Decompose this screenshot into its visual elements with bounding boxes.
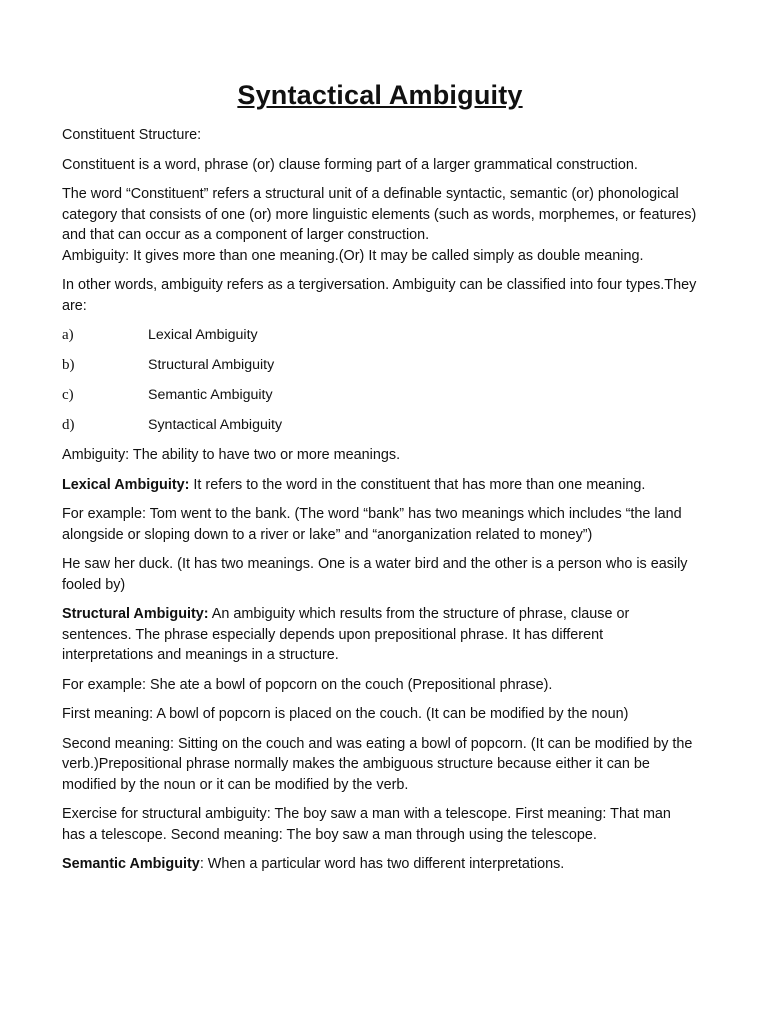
structural-ambiguity-paragraph <box>62 604 698 666</box>
list-item-label: Syntactical Ambiguity <box>148 417 283 433</box>
exercise-paragraph: Exercise for structural ambiguity: The boy saw a man with a telescope. First meaning: That man has a telescope. Second meaning: The boy saw a man through using the telescope. <box>62 806 671 843</box>
second-meaning: Second meaning: Sitting on the couch and was eating a bowl of popcorn. (It can be modified by the verb.)Prepositional phrase normally makes the ambiguous structure because either it can be modified by the noun or it can be modified by the verb. <box>62 735 693 793</box>
list-item <box>62 325 698 345</box>
types-list <box>62 325 698 435</box>
list-item <box>62 415 698 435</box>
lexical-example: For example: Tom went to the bank. (The word “bank” has two meanings which includes “the land alongside or sloping down to a river or lake” and “anorganization related to money”) <box>62 506 682 543</box>
popcorn-example: For example: She ate a bowl of popcorn on the couch (Prepositional phrase). <box>62 676 553 693</box>
semantic-ambiguity-text: : When a particular word has two different interpretations. <box>199 856 565 872</box>
list-marker: d) <box>62 417 75 433</box>
lexical-ambiguity-label: Lexical Ambiguity: <box>62 476 190 493</box>
constituent-heading: Constituent Structure: <box>62 127 202 143</box>
constituent-definition: Constituent is a word, phrase (or) clause forming part of a larger grammatical construction. <box>62 156 638 173</box>
constituent-word-paragraph: The word “Constituent” refers a structural unit of a definable syntactic, semantic (or) phonological category that consists of one (or) more linguistic elements (such as words, morphemes, or features) and that can occur as a component of larger construction. <box>62 186 697 243</box>
duck-example: He saw her duck. (It has two meanings. One is a water bird and the other is a person who is easily fooled by) <box>62 556 688 593</box>
list-item <box>62 355 698 375</box>
structural-ambiguity-label: Structural Ambiguity: <box>62 606 209 622</box>
ambiguity-ability: Ambiguity: The ability to have two or more meanings. <box>62 447 401 463</box>
semantic-ambiguity-label: Semantic Ambiguity <box>62 856 200 872</box>
structural-ambiguity-text: An ambiguity which results from the structure of phrase, clause or sentences. The phrase especially depends upon prepositional phrase. It has different interpretations and meanings in a structure. <box>62 606 630 663</box>
list-marker: c) <box>62 387 74 403</box>
other-words-paragraph: In other words, ambiguity refers as a tergiversation. Ambiguity can be classified into four types.They are: <box>62 277 697 314</box>
list-marker: a) <box>62 327 74 343</box>
lexical-ambiguity-paragraph <box>62 475 698 496</box>
list-item-label: Structural Ambiguity <box>148 357 275 373</box>
semantic-ambiguity-paragraph <box>62 854 698 875</box>
first-meaning: First meaning: A bowl of popcorn is placed on the couch. (It can be modified by the noun) <box>62 706 629 722</box>
list-marker: b) <box>62 357 75 373</box>
lexical-ambiguity-text: It refers to the word in the constituent that has more than one meaning. <box>189 476 646 493</box>
list-item-label: Semantic Ambiguity <box>148 387 273 403</box>
ambiguity-definition: Ambiguity: It gives more than one meaning.(Or) It may be called simply as double meaning. <box>62 247 644 264</box>
list-item <box>62 385 698 405</box>
page-title: Syntactical Ambiguity <box>237 80 523 110</box>
list-item-label: Lexical Ambiguity <box>148 327 258 343</box>
